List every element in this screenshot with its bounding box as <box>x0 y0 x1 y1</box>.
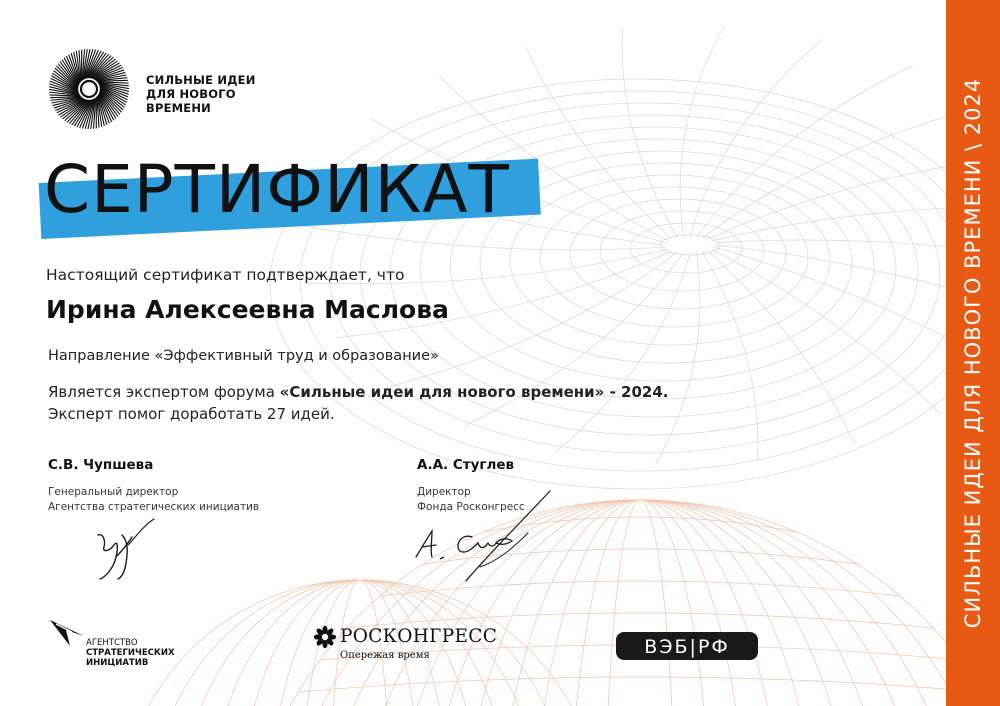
asi-logo-text <box>86 638 175 668</box>
veb-rf-logo <box>616 630 760 662</box>
signature-chupsheva <box>88 515 168 585</box>
signature-stuglev <box>410 485 560 585</box>
sidebar-banner <box>946 0 1000 706</box>
asi-arrow-icon <box>50 618 86 648</box>
veb-rf-text: ВЭБ|РФ <box>644 636 730 658</box>
expert-ideas-count: Эксперт помог доработать 27 идей. <box>48 405 335 423</box>
signatory-role <box>48 485 259 515</box>
signatory-role-line1: Директор <box>417 486 471 498</box>
burst-circle-icon <box>48 48 130 130</box>
direction-text: Направление «Эффективный труд и образование» <box>48 348 439 364</box>
signatory-role-line1: Генеральный директор <box>48 486 179 498</box>
roscongress-name: РОСКОНГРЕСС <box>340 626 498 647</box>
confirmation-text: Настоящий сертификат подтверждает, что <box>46 266 405 284</box>
signatory-name: А.А. Стуглев <box>417 457 515 473</box>
signatory-role-line2: Агентства стратегических инициатив <box>48 501 260 513</box>
sidebar-banner-text: СИЛЬНЫЕ ИДЕИ ДЛЯ НОВОГО ВРЕМЕНИ \ 2024 <box>961 77 985 629</box>
asi-line2: СТРАТЕГИЧЕСКИХ <box>86 648 175 658</box>
mesh-sphere <box>120 500 1000 706</box>
forum-name: «Сильные идеи для нового времени» - 2024. <box>279 383 669 401</box>
expert-prefix: Является экспертом форума <box>48 383 280 401</box>
mesh-torus <box>270 26 1000 489</box>
forum-logo-line3: ВРЕМЕНИ <box>146 101 211 115</box>
recipient-name: Ирина Алексеевна Маслова <box>46 295 449 324</box>
asi-line3: ИНИЦИАТИВ <box>86 658 149 668</box>
roscongress-tagline: Опережая время <box>340 650 430 661</box>
roscongress-flower-icon <box>312 624 338 650</box>
expert-statement <box>48 383 669 401</box>
certificate-title: СЕРТИФИКАТ <box>44 151 510 228</box>
signatory-name: С.В. Чупшева <box>48 457 154 473</box>
forum-logo-line2: ДЛЯ НОВОГО <box>146 87 236 101</box>
forum-logo-text <box>146 73 286 115</box>
asi-line1: АГЕНТСТВО <box>86 638 138 648</box>
forum-logo-line1: СИЛЬНЫЕ ИДЕИ <box>146 73 256 87</box>
signatory-role-line2: Фонда Росконгресс <box>417 501 525 513</box>
